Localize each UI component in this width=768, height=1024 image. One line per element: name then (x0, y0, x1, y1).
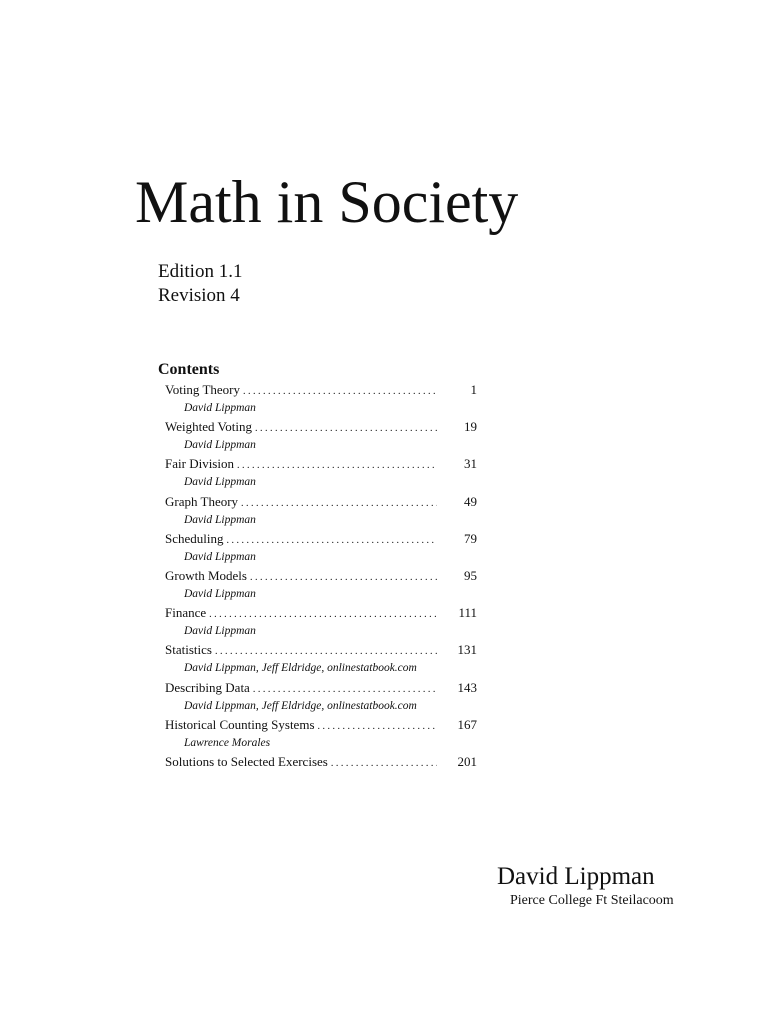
toc-entry-title: Weighted Voting (165, 419, 252, 435)
edition-info (158, 260, 242, 308)
author-affiliation: Pierce College Ft Steilacoom (510, 893, 674, 908)
toc-entry (165, 381, 477, 418)
toc-entry-page: 49 (464, 493, 477, 509)
toc-entry (165, 493, 477, 530)
toc-entry-author: David Lippman, Jeff Eldridge, onlinestatbook.com (184, 699, 417, 712)
toc-entry (165, 455, 477, 492)
toc-entry-page: 167 (457, 716, 477, 732)
toc-dot-leader (331, 755, 437, 772)
toc-dot-leader (255, 420, 437, 437)
toc-line (165, 753, 477, 772)
toc-line (165, 567, 477, 586)
toc-entry-title: Growth Models (165, 567, 247, 583)
toc-line (165, 679, 477, 698)
toc-entry-author: David Lippman (184, 402, 256, 414)
toc-entry-page: 143 (457, 679, 477, 695)
toc-entry-title: Historical Counting Systems (165, 716, 315, 732)
toc-line (165, 530, 477, 549)
toc-entry (165, 679, 477, 716)
toc-entry-page: 131 (457, 642, 477, 658)
toc-dot-leader (241, 495, 437, 512)
toc-entry-author: David Lippman (184, 513, 256, 526)
toc-entry-title: Describing Data (165, 679, 250, 695)
toc-entry-title: Finance (165, 605, 207, 621)
toc-entry-author: David Lippman (184, 550, 256, 563)
toc-line (165, 455, 477, 474)
toc-line (165, 604, 477, 623)
toc-dot-leader (237, 457, 437, 474)
toc-line (165, 381, 477, 400)
toc-entry-title: Fair Division (165, 456, 234, 472)
toc-entry-page: 201 (457, 753, 477, 769)
toc-dot-leader (318, 718, 438, 735)
toc-entry-page: 111 (458, 605, 477, 621)
toc-line (165, 716, 477, 735)
toc-entry-page: 31 (464, 456, 477, 472)
book-title: Math in Society (135, 169, 519, 235)
toc-entry-author: David Lippman (184, 587, 256, 600)
toc-entry-author: Lawrence Morales (184, 736, 271, 749)
edition-label: Edition 1.1 (158, 261, 243, 282)
toc-entry (165, 604, 477, 641)
toc-entry (165, 753, 477, 790)
contents-heading: Contents (158, 361, 220, 378)
toc-entry-title: Graph Theory (165, 493, 239, 509)
table-of-contents (165, 381, 477, 790)
toc-entry-page: 79 (464, 530, 477, 546)
toc-line (165, 641, 477, 660)
toc-entry-page: 1 (470, 382, 477, 397)
author-name: David Lippman (497, 863, 655, 890)
toc-dot-leader (250, 569, 437, 586)
toc-entry-title: Solutions to Selected Exercises (165, 753, 328, 769)
toc-entry-title: Voting Theory (165, 382, 240, 397)
toc-entry-author: David Lippman (184, 476, 256, 489)
toc-dot-leader (209, 606, 437, 623)
toc-entry (165, 567, 477, 604)
toc-entry-author: David Lippman (184, 439, 256, 452)
toc-entry (165, 716, 477, 753)
toc-dot-leader (253, 681, 437, 698)
revision-label: Revision 4 (158, 285, 240, 306)
toc-line (165, 418, 477, 437)
toc-line (165, 493, 477, 512)
toc-entry-author: David Lippman, Jeff Eldridge, onlinestatbook.com (184, 662, 417, 675)
toc-entry (165, 530, 477, 567)
toc-entry-page: 95 (464, 567, 477, 583)
toc-entry (165, 641, 477, 678)
toc-dot-leader (215, 643, 437, 660)
toc-entry-title: Statistics (165, 642, 212, 658)
toc-dot-leader (243, 383, 437, 400)
toc-entry-author: David Lippman (184, 625, 256, 638)
toc-dot-leader (227, 532, 438, 549)
toc-entry-title: Scheduling (165, 530, 224, 546)
toc-entry (165, 418, 477, 455)
toc-entry-page: 19 (464, 419, 477, 435)
